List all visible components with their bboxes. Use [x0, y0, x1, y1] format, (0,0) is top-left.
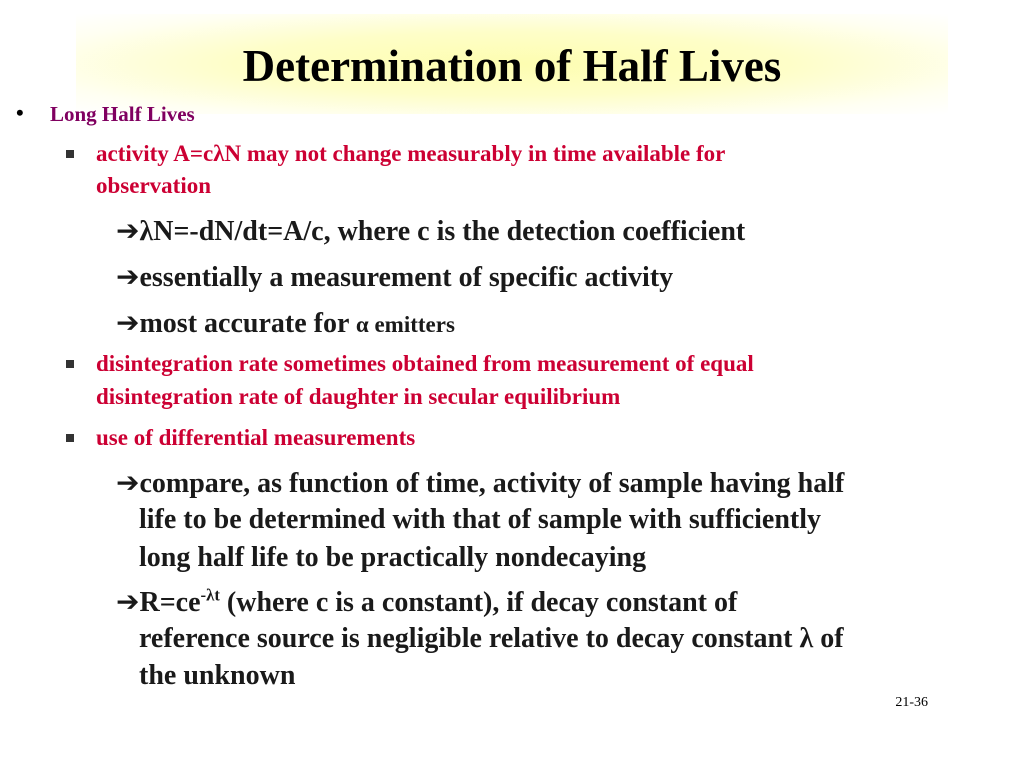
arrow-item-specific-activity: ➔essentially a measurement of specific activity: [116, 260, 674, 293]
arrow-icon: ➔: [116, 585, 140, 618]
arrow-item-ratio-cont2: the unknown: [139, 660, 296, 691]
arrow-icon: ➔: [116, 466, 140, 499]
arrow-icon: ➔: [116, 306, 140, 339]
bullet-disintegration-cont: disintegration rate of daughter in secular equilibrium: [96, 384, 621, 409]
arrow-item-ratio: $➔R=ce^{-\lambda t}$ (where c is a constant), if decay constant of: [116, 585, 738, 618]
square-bullet: [66, 360, 74, 368]
bullet-dot: •: [16, 100, 24, 125]
arrow-icon: ➔: [116, 260, 140, 293]
bullet-activity-cont: observation: [96, 173, 211, 198]
arrow-item-compare: ➔compare, as function of time, activity of sample having half: [116, 466, 845, 499]
square-bullet: [66, 434, 74, 442]
arrow-item-lambda-n: ➔λN=-dN/dt=A/c, where c is the detection coefficient: [116, 214, 746, 247]
arrow-icon: ➔: [116, 214, 140, 247]
bullet-disintegration: disintegration rate sometimes obtained from measurement of equal: [96, 351, 754, 376]
bullet-activity: activity A=cλN may not change measurably in time available for: [96, 141, 726, 166]
arrow-item-compare-cont1: life to be determined with that of sample with sufficiently: [139, 504, 822, 535]
arrow-item-compare-cont2: long half life to be practically nondecaying: [139, 542, 647, 573]
arrow-item-ratio-cont1: reference source is negligible relative to decay constant λ of: [139, 623, 844, 654]
arrow-item-alpha-emitters: ➔most accurate for α emitters: [116, 306, 455, 339]
square-bullet: [66, 150, 74, 158]
bullet-differential: use of differential measurements: [96, 425, 416, 450]
level1-heading: Long Half Lives: [50, 102, 195, 126]
slide-number: 21-36: [895, 695, 928, 710]
slide-title: Determination of Half Lives: [242, 41, 782, 91]
